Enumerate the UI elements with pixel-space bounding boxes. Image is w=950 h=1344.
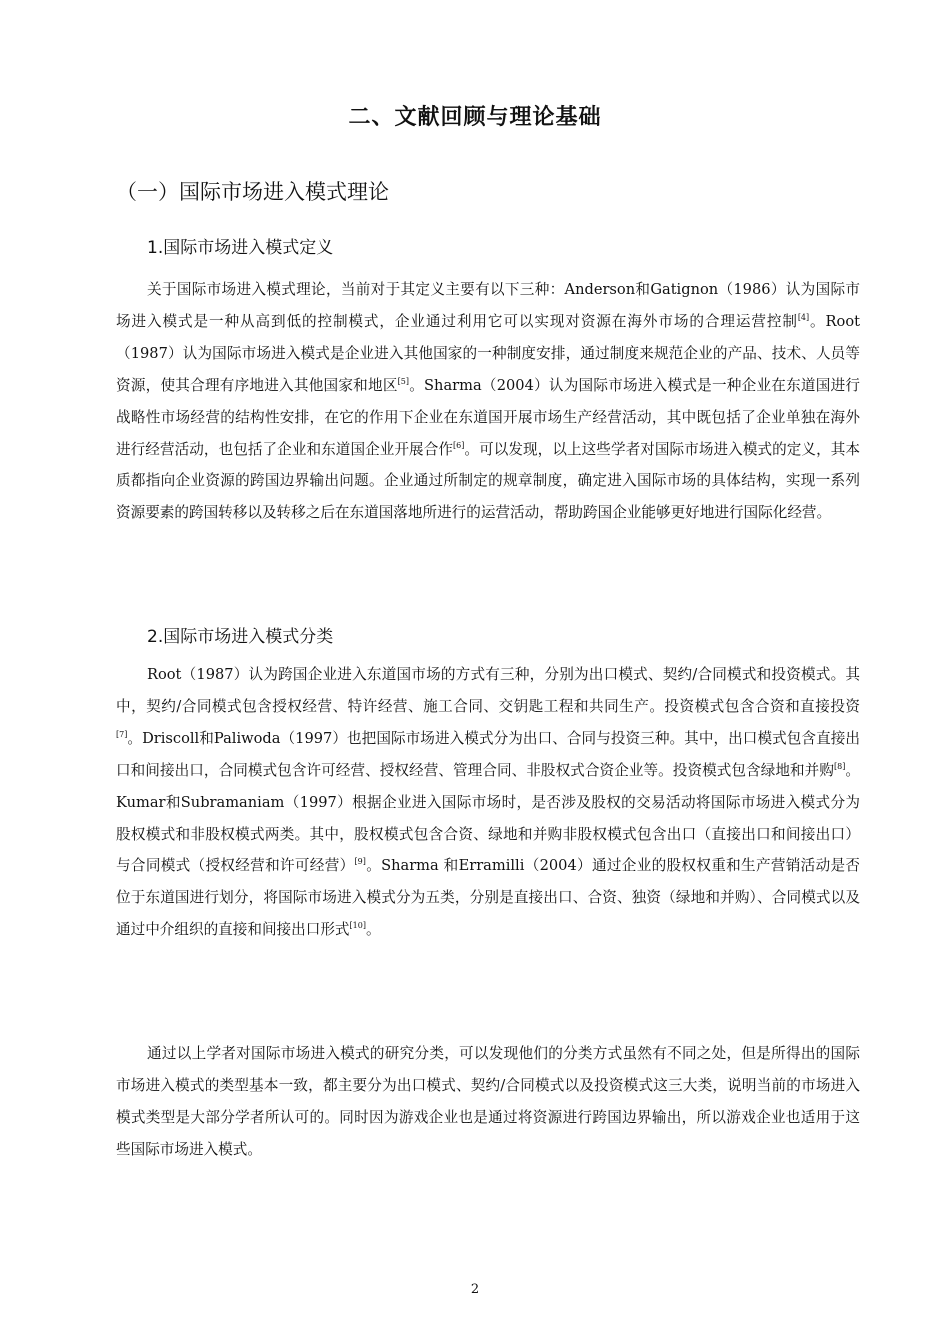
- page-number: 2: [470, 1282, 480, 1297]
- paragraph-text: 。Sharma 和Erramilli（2004）通过企业的股权权重和生产营销活动是否位于东道国进行划分，将国际市场进入模式分为五类，分别是直接出口、合资、独资（绿地和并购）、合同模式以及通过中介组织的直接和间接出口形式: [116, 857, 860, 939]
- citation-ref[interactable]: [10]: [349, 921, 366, 931]
- paragraph-classification: [116, 659, 860, 946]
- citation-ref[interactable]: [8]: [833, 761, 846, 771]
- paragraph-definition: [116, 274, 860, 529]
- paragraph-text: 。可以发现，以上这些学者对国际市场进入模式的定义，其本质都指向企业资源的跨国边界输出问题。企业通过所制定的规章制度，确定进入国际市场的具体结构，实现一系列资源要素的跨国转移以及转移之后在东道国落地所进行的运营活动，帮助跨国企业能够更好地进行国际化经营。: [116, 440, 860, 522]
- section-title: （一）国际市场进入模式理论: [116, 180, 389, 204]
- citation-ref[interactable]: [4]: [797, 313, 810, 323]
- citation-ref[interactable]: [9]: [354, 857, 366, 867]
- citation-ref[interactable]: [6]: [453, 440, 465, 450]
- subsection-title-definition: 1.国际市场进入模式定义: [147, 238, 334, 258]
- paragraph-text: Root（1987）认为跨国企业进入东道国市场的方式有三种，分别为出口模式、契约/合同模式和投资模式。其中，契约/合同模式包含授权经营、特许经营、施工合同、交钥匙工程和共同生产。投资模式包含合资和直接投资: [116, 666, 860, 715]
- subsection-title-classification: 2.国际市场进入模式分类: [147, 627, 334, 647]
- citation-ref[interactable]: [5]: [397, 376, 409, 386]
- paragraph-text: 。Sharma（2004）认为国际市场进入模式是一种企业在东道国进行战略性市场经营的结构性安排，在它的作用下企业在东道国开展市场生产经营活动，其中既包括了企业单独在海外进行经营活动，也包括了企业和东道国企业开展合作: [116, 376, 860, 458]
- paragraph-text: 。Kumar和Subramaniam（1997）根据企业进入国际市场时，是否涉及股权的交易活动将国际市场进入模式分为股权模式和非股权模式两类。其中，股权模式包含合资、绿地和并购非股权模式包含出口（直接出口和间接出口）与合同模式（授权经营和许可经营）: [116, 761, 860, 875]
- paragraph-text: 。Driscoll和Paliwoda（1997）也把国际市场进入模式分为出口、合同与投资三种。其中，出口模式包含直接出口和间接出口，合同模式包含许可经营、授权经营、管理合同、非股权式合资企业等。投资模式包含绿地和并购: [116, 729, 860, 779]
- chapter-title: 二、文献回顾与理论基础: [348, 105, 602, 130]
- citation-ref[interactable]: [7]: [116, 729, 128, 739]
- paragraph-summary: 通过以上学者对国际市场进入模式的研究分类，可以发现他们的分类方式虽然有不同之处，但是所得出的国际市场进入模式的类型基本一致，都主要分为出口模式、契约/合同模式以及投资模式这三大类，说明当前的市场进入模式类型是大部分学者所认可的。同时因为游戏企业也是通过将资源进行跨国边界输出，所以游戏企业也适用于这些国际市场进入模式。: [116, 1045, 860, 1158]
- paragraph-text: 关于国际市场进入模式理论，当前对于其定义主要有以下三种：Anderson和Gatignon（1986）认为国际市场进入模式是一种从高到低的控制模式，企业通过利用它可以实现对资源在海外市场的合理运营控制: [116, 281, 860, 330]
- paragraph-text: 。Root（1987）认为国际市场进入模式是企业进入其他国家的一种制度安排，通过制度来规范企业的产品、技术、人员等资源，使其合理有序地进入其他国家和地区: [116, 312, 860, 394]
- paragraph-text: 。: [365, 921, 381, 939]
